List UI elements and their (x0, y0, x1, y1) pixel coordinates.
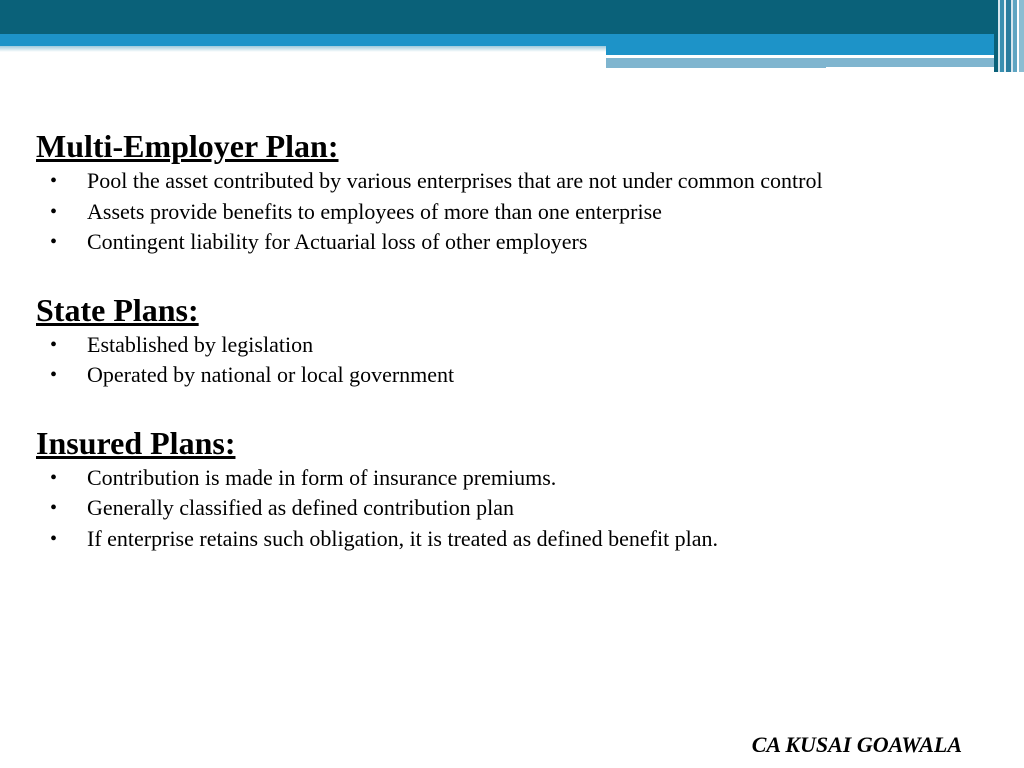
bullet-list (36, 166, 996, 258)
header-vertical-stripes (994, 0, 1024, 72)
bullet-text: Established by legislation (87, 331, 314, 357)
bullet-icon: • (50, 364, 58, 386)
section-title: Multi-Employer Plan: (36, 128, 339, 164)
section-state-plans (36, 290, 996, 391)
bullet-icon: • (50, 200, 58, 223)
bullet-text: Pool the asset contributed by various enterprises that are not under common control (87, 168, 823, 193)
slide-body (36, 126, 996, 586)
bullet-icon: • (50, 333, 58, 356)
bullet-text: Contingent liability for Actuarial loss of other employers (87, 229, 588, 254)
bullet-item (36, 166, 996, 197)
bullet-text: Operated by national or local government (87, 362, 455, 387)
section-title: Insured Plans: (36, 424, 236, 461)
section-insured-plans (36, 423, 996, 555)
bullet-list (36, 463, 996, 555)
header-banner-mid (0, 34, 1024, 46)
bullet-item (36, 227, 996, 258)
header-banner-shadow (0, 46, 606, 52)
bullet-item (36, 463, 996, 494)
footer-author: CA KUSAI GOAWALA (751, 732, 962, 757)
bullet-item (36, 360, 996, 391)
bullet-item (36, 493, 996, 524)
bullet-icon: • (50, 231, 58, 253)
bullet-text: If enterprise retains such obligation, it is treated as defined benefit plan. (87, 525, 719, 551)
bullet-text: Assets provide benefits to employees of more than one enterprise (87, 198, 662, 224)
bullet-icon: • (50, 170, 58, 192)
bullet-icon: • (50, 497, 58, 519)
bullet-item (36, 524, 996, 555)
header-banner-step (606, 46, 1024, 55)
bullet-item (36, 330, 996, 361)
section-title: State Plans: (36, 291, 199, 328)
bullet-icon: • (50, 466, 58, 489)
header-banner-dark (0, 0, 1024, 34)
header-banner-line (606, 68, 826, 70)
bullet-list (36, 330, 996, 391)
bullet-text: Generally classified as defined contribution plan (87, 495, 515, 520)
section-multi-employer-plan (36, 126, 996, 258)
bullet-icon: • (50, 527, 58, 550)
bullet-item (36, 197, 996, 228)
bullet-text: Contribution is made in form of insurance premiums. (87, 464, 557, 490)
